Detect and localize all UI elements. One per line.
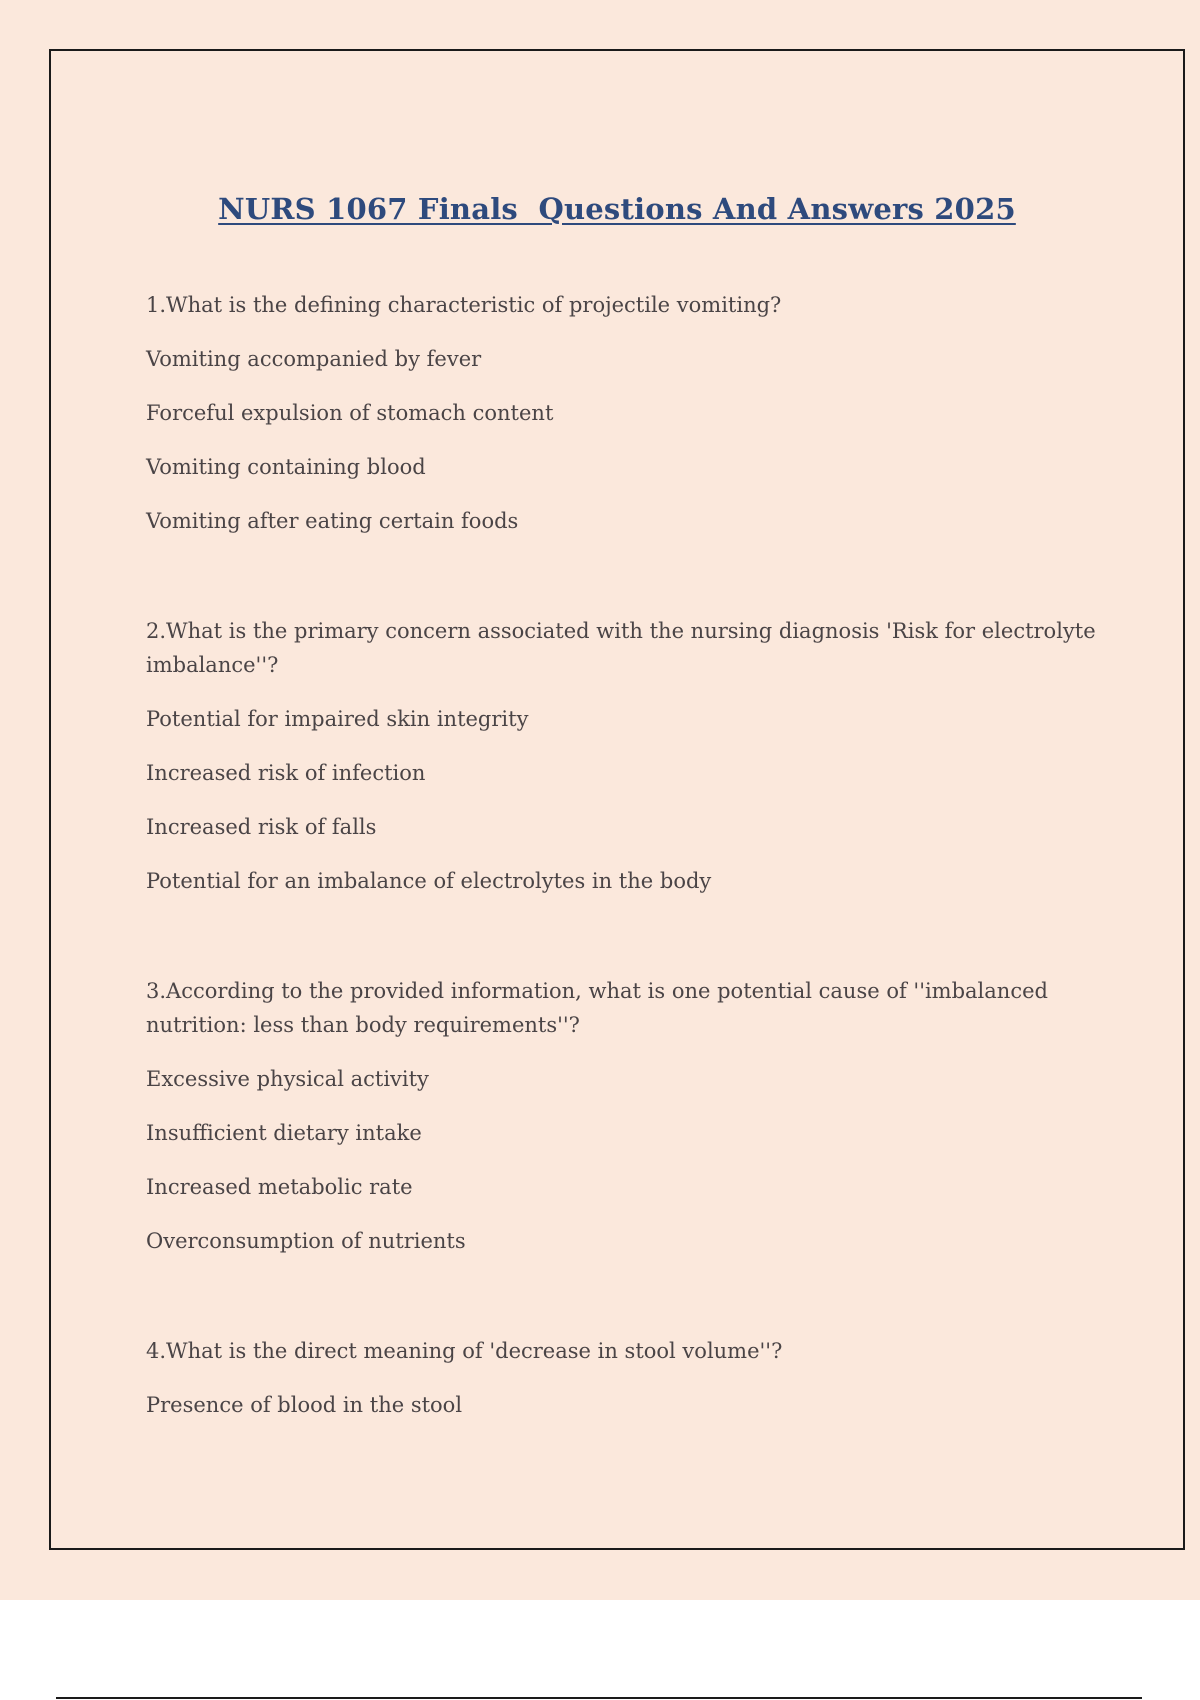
answer-option: Insufficient dietary intake [146,1121,422,1145]
answer-option: Excessive physical activity [146,1067,429,1091]
question-text: 1.What is the defining characteristic of projectile vomiting? [146,293,782,317]
question-text: 2.What is the primary concern associated with the nursing diagnosis 'Risk for electrolyte imbalance''? [146,619,1096,677]
answer-option: Potential for an imbalance of electrolytes in the body [146,869,712,893]
answer-option: Increased risk of falls [146,815,377,839]
question-text: 3.According to the provided information, what is one potential cause of ''imbalanced nutrition: less than body requirements''? [146,979,1048,1037]
footer-divider [56,1697,1142,1699]
document-title: NURS 1067 Finals Questions And Answers 2025 [218,192,1016,226]
question-block-3 [146,974,1096,1258]
question-text: 4.What is the direct meaning of 'decrease in stool volume''? [146,1339,783,1363]
answer-option: Overconsumption of nutrients [146,1229,466,1253]
answer-option: Potential for impaired skin integrity [146,707,529,731]
answer-option: Vomiting accompanied by fever [146,347,482,371]
answer-option: Increased risk of infection [146,761,426,785]
answer-option: Presence of blood in the stool [146,1393,463,1417]
question-block-2 [146,614,1096,898]
answer-option: Vomiting after eating certain foods [146,509,519,533]
answer-option: Vomiting containing blood [146,455,426,479]
answer-option: Increased metabolic rate [146,1175,413,1199]
answer-option: Forceful expulsion of stomach content [146,401,554,425]
question-block-1 [146,288,1096,538]
question-block-4 [146,1334,1096,1422]
